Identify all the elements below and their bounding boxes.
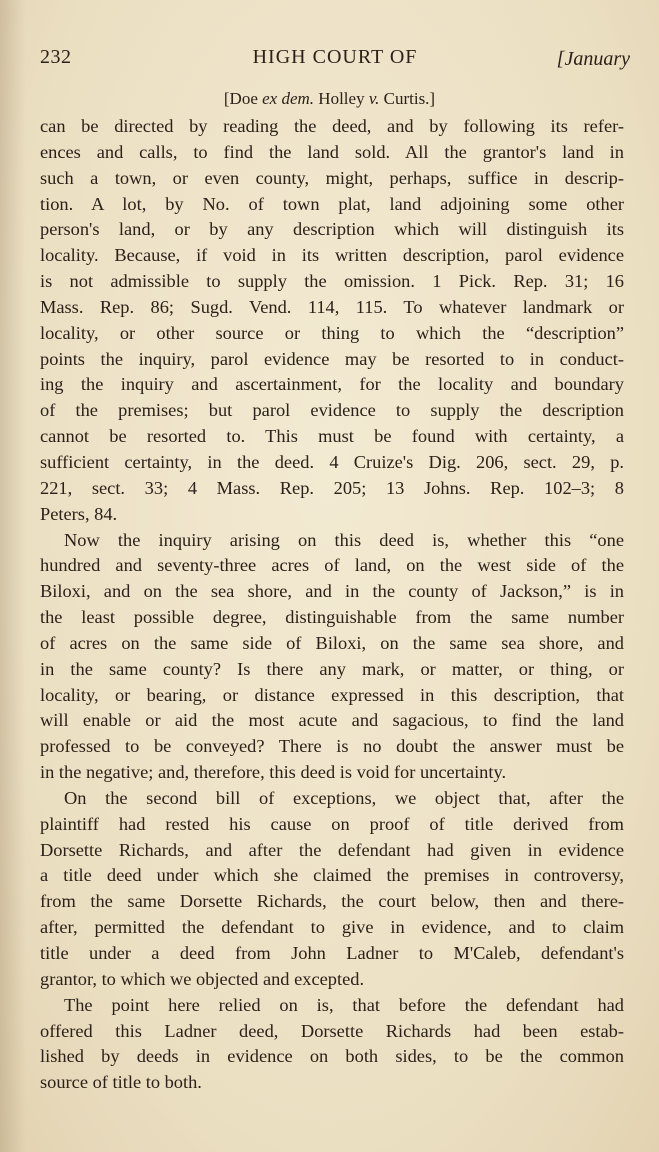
text-line: Mass. Rep. 86; Sugd. Vend. 114, 115. To whatever landmark or <box>40 296 624 317</box>
text-line: will enable or aid the most acute and sagacious, to find the land <box>40 710 624 731</box>
case-name-party: Holley <box>314 89 369 108</box>
text-line: person's land, or by any description which will distinguish its <box>40 219 624 240</box>
text-line: tion. A lot, by No. of town plat, land adjoining some other <box>40 193 624 214</box>
text-line: sufficient certainty, in the deed. 4 Cruize's Dig. 206, sect. 29, p. <box>40 451 624 472</box>
case-name-ex-dem: ex dem. <box>262 89 315 108</box>
text-line: cannot be resorted to. This must be found with certainty, a <box>40 426 624 447</box>
text-line: of acres on the same side of Biloxi, on the same sea shore, and <box>40 632 624 653</box>
text-line: Dorsette Richards, and after the defendant had given in evidence <box>40 839 624 860</box>
text-line: lished by deeds in evidence on both sides, to be the common <box>40 1046 624 1067</box>
text-line: The point here relied on is, that before the defendant had <box>64 994 624 1015</box>
text-line: Biloxi, and on the sea shore, and in the county of Jackson,” is in <box>40 581 624 602</box>
text-line: points the inquiry, parol evidence may be resorted to in conduct- <box>40 348 624 369</box>
text-line: can be directed by reading the deed, and by following its refer- <box>40 116 624 136</box>
text-line: title under a deed from John Ladner to M'Caleb, defendant's <box>40 943 624 963</box>
case-name <box>0 89 659 109</box>
case-name-close: Curtis.] <box>379 89 436 108</box>
text-line: in the same county? Is there any mark, or matter, or thing, or <box>40 658 624 679</box>
running-header <box>40 44 630 74</box>
text-line: after, permitted the defendant to give in evidence, and to claim <box>40 917 624 938</box>
text-line: locality, or other source or thing to which the “description” <box>40 322 624 343</box>
text-line: locality. Because, if void in its written description, parol evidence <box>40 245 624 266</box>
text-line: of the premises; but parol evidence to supply the description <box>40 400 624 421</box>
text-line: hundred and seventy-three acres of land, on the west side of the <box>40 555 624 576</box>
page-number: 232 <box>40 46 72 68</box>
running-title: HIGH COURT OF <box>252 46 418 68</box>
text-line: professed to be conveyed? There is no doubt the answer must be <box>40 736 624 757</box>
text-line: grantor, to which we objected and excepted. <box>40 968 365 989</box>
running-month: [January <box>556 48 630 70</box>
text-line: the least possible degree, distinguishable from the same number <box>40 607 624 628</box>
text-line: locality, or bearing, or distance expressed in this description, that <box>40 684 624 705</box>
text-line: ing the inquiry and ascertainment, for the locality and boundary <box>40 374 624 395</box>
text-line: is not admissible to supply the omission. 1 Pick. Rep. 31; 16 <box>40 271 624 292</box>
text-line: plaintiff had rested his cause on proof of title derived from <box>40 813 624 834</box>
text-line: Now the inquiry arising on this deed is, whether this “one <box>64 529 624 550</box>
body-text <box>40 114 624 1096</box>
text-line: source of title to both. <box>40 1072 202 1093</box>
text-line: offered this Ladner deed, Dorsette Richards had been estab- <box>40 1020 624 1041</box>
text-line: in the negative; and, therefore, this deed is void for uncertainty. <box>40 762 507 783</box>
text-line: such a town, or even county, might, perhaps, suffice in descrip- <box>40 167 624 188</box>
text-line: from the same Dorsette Richards, the court below, then and there- <box>40 891 624 912</box>
text-line: Peters, 84. <box>40 503 118 524</box>
text-line: a title deed under which she claimed the premises in controversy, <box>40 865 624 886</box>
text-line: On the second bill of exceptions, we object that, after the <box>64 787 624 808</box>
spine-shadow <box>0 0 26 1152</box>
text-line: 221, sect. 33; 4 Mass. Rep. 205; 13 Johns. Rep. 102–3; 8 <box>40 477 624 498</box>
text-line: ences and calls, to find the land sold. All the grantor's land in <box>40 141 624 162</box>
case-name-open: [Doe <box>223 89 263 108</box>
case-name-versus: v. <box>368 89 380 108</box>
